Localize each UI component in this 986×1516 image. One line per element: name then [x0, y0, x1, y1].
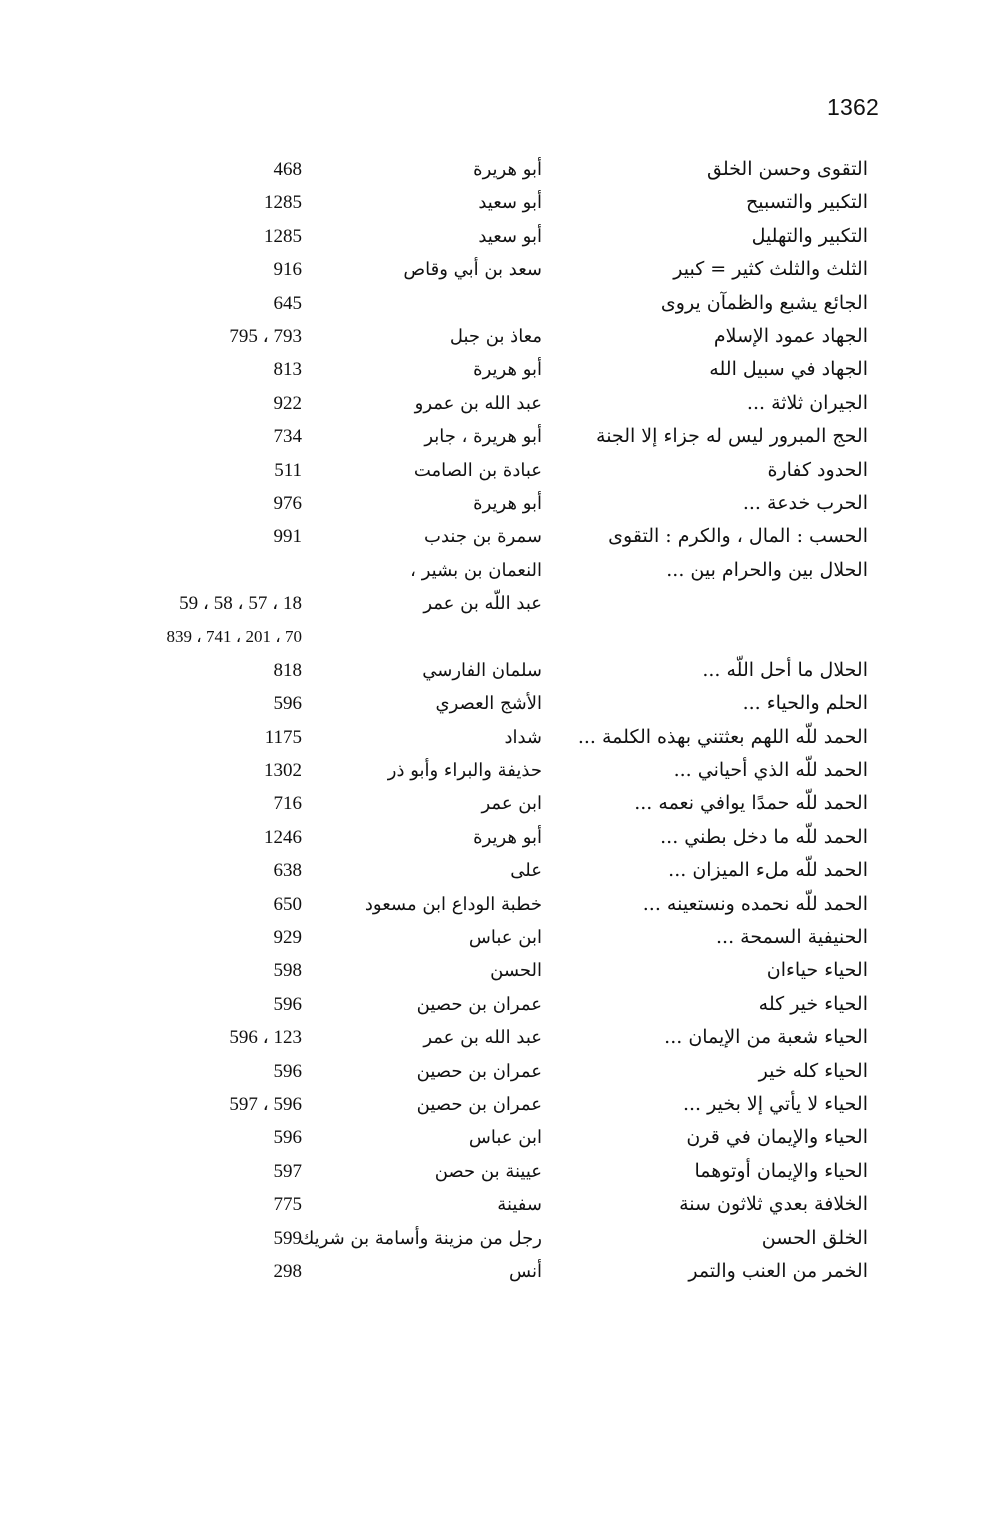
index-row — [0, 787, 986, 820]
narrator-name: عمران بن حصين — [416, 1060, 542, 1082]
index-row — [0, 620, 986, 653]
hadith-phrase: الحرب خدعة ... — [742, 491, 868, 514]
page-references: 123 ، 596 — [229, 1027, 302, 1049]
narrator-name: رجل من مزينة وأسامة بن شريك — [299, 1227, 542, 1249]
index-row — [0, 420, 986, 453]
narrator-name: أبو هريرة — [473, 826, 542, 848]
narrator-name: عمران بن حصين — [416, 993, 542, 1015]
index-row — [0, 153, 986, 186]
page-references: 596 — [273, 1060, 302, 1082]
page-references: 976 — [273, 492, 302, 514]
hadith-index-table — [0, 153, 986, 1288]
page-references: 734 — [273, 426, 302, 448]
narrator-name: أبو سعيد — [478, 192, 542, 214]
narrator-name: عيينة بن حصن — [434, 1160, 542, 1182]
narrator-name: خطبة الوداع ابن مسعود — [364, 893, 542, 915]
hadith-phrase: الحسب : المال ، والكرم : التقوى — [608, 525, 868, 548]
narrator-name: أبو هريرة — [473, 492, 542, 514]
index-row — [0, 1021, 986, 1054]
index-row — [0, 220, 986, 253]
index-row — [0, 821, 986, 854]
index-row — [0, 1222, 986, 1255]
hadith-phrase: الحج المبرور ليس له جزاء إلا الجنة — [596, 425, 868, 448]
page-references: 929 — [273, 926, 302, 948]
hadith-phrase: الحلم والحياء ... — [742, 692, 868, 715]
hadith-phrase: الحلال ما أحل اللّه ... — [702, 658, 868, 681]
narrator-name: أبو سعيد — [478, 225, 542, 247]
index-row — [0, 1055, 986, 1088]
index-row — [0, 921, 986, 954]
hadith-phrase: الحمد للّه حمدًا يوافي نعمه ... — [634, 792, 868, 815]
index-row — [0, 854, 986, 887]
hadith-phrase: التكبير والتسبيح — [746, 191, 868, 214]
index-row — [0, 387, 986, 420]
index-row — [0, 587, 986, 620]
narrator-name: النعمان بن بشير ، — [410, 559, 542, 581]
page-references: 793 ، 795 — [229, 325, 302, 347]
index-row — [0, 888, 986, 921]
hadith-phrase: الحنيفية السمحة ... — [716, 925, 868, 948]
page-references: 596 — [273, 693, 302, 715]
page-references: 468 — [273, 159, 302, 180]
index-row — [0, 721, 986, 754]
page-references: 922 — [273, 392, 302, 414]
narrator-name: ابن عباس — [468, 926, 542, 948]
index-row — [0, 186, 986, 219]
narrator-name: على — [510, 860, 542, 882]
narrator-name: الحسن — [490, 960, 542, 982]
narrator-name: ابن عمر — [481, 793, 542, 815]
narrator-name: عمران بن حصين — [416, 1093, 542, 1115]
hadith-phrase: الحياء والإيمان في قرن — [686, 1126, 868, 1149]
narrator-name: أنس — [509, 1260, 542, 1282]
index-row — [0, 287, 986, 320]
page-references: 1285 — [264, 225, 302, 247]
index-row — [0, 320, 986, 353]
page-references: 1285 — [264, 192, 302, 214]
hadith-phrase: الجهاد عمود الإسلام — [713, 324, 868, 347]
index-row — [0, 454, 986, 487]
hadith-phrase: الحمد للّه الذي أحياني ... — [673, 759, 868, 782]
index-row — [0, 1255, 986, 1288]
hadith-phrase: الجائع يشبع والظمآن يروى — [660, 291, 868, 314]
narrator-name: الأشج العصري — [435, 693, 542, 715]
page-references: 1175 — [264, 726, 302, 748]
page-references: 1302 — [264, 760, 302, 782]
hadith-phrase: الحياء خير كله — [758, 992, 868, 1015]
index-row — [0, 654, 986, 687]
index-row — [0, 554, 986, 587]
page-references: 645 — [273, 292, 302, 314]
hadith-phrase: التقوى وحسن الخلق — [707, 158, 868, 180]
page-references: 813 — [273, 359, 302, 381]
narrator-name: سعد بن أبي وقاص — [403, 259, 542, 281]
hadith-phrase: التكبير والتهليل — [751, 224, 868, 247]
hadith-phrase: الحمد للّه ملء الميزان ... — [668, 859, 868, 882]
index-row — [0, 1121, 986, 1154]
narrator-name: حذيفة والبراء وأبو ذر — [387, 760, 542, 782]
page-references: 716 — [273, 793, 302, 815]
page-references: 650 — [273, 893, 302, 915]
page-references: 597 — [273, 1160, 302, 1182]
narrator-name: عبد الله بن عمرو — [414, 392, 542, 414]
narrator-name: أبو هريرة — [473, 159, 542, 180]
index-row — [0, 1188, 986, 1221]
hadith-phrase: الجهاد في سبيل الله — [709, 358, 868, 381]
index-row — [0, 1155, 986, 1188]
narrator-name: شداد — [504, 726, 542, 748]
index-row — [0, 988, 986, 1021]
narrator-name: عبد الله بن عمر — [423, 1027, 542, 1049]
page-references: 638 — [273, 860, 302, 882]
narrator-name: عبد اللّه بن عمر — [423, 593, 542, 615]
hadith-phrase: الخلافة بعدي ثلاثون سنة — [679, 1193, 868, 1216]
page-references: 18 ، 57 ، 58 ، 59 — [179, 593, 302, 615]
index-row — [0, 754, 986, 787]
narrator-name: سلمان الفارسي — [422, 659, 542, 681]
narrator-name: ابن عباس — [468, 1127, 542, 1149]
index-row — [0, 520, 986, 553]
page-references: 598 — [273, 960, 302, 982]
index-row — [0, 687, 986, 720]
page-references: 511 — [274, 459, 302, 481]
page-references: 916 — [273, 259, 302, 281]
page-references: 775 — [273, 1194, 302, 1216]
index-row — [0, 1088, 986, 1121]
hadith-phrase: الثلث والثلث كثير = كبير — [673, 258, 868, 281]
narrator-name: عبادة بن الصامت — [413, 459, 542, 481]
page-references: 1246 — [264, 826, 302, 848]
page-number: 1362 — [827, 94, 879, 120]
page-references: 70 ، 201 ، 741 ، 839 — [166, 627, 302, 647]
hadith-phrase: الحياء لا يأتي إلا بخير ... — [682, 1092, 868, 1115]
page-references: 298 — [273, 1260, 302, 1282]
narrator-name: معاذ بن جبل — [449, 325, 542, 347]
hadith-phrase: الحمد للّه ما دخل بطني ... — [660, 825, 868, 848]
hadith-phrase: الخمر من العنب والتمر — [688, 1259, 868, 1282]
index-row — [0, 353, 986, 386]
hadith-phrase: الحياء حياءان — [766, 959, 868, 982]
hadith-phrase: الحياء والإيمان أوتوهما — [694, 1159, 868, 1182]
page-references: 596 — [273, 1127, 302, 1149]
hadith-phrase: الخلق الحسن — [761, 1226, 868, 1249]
page-references: 818 — [273, 659, 302, 681]
narrator-name: سفينة — [497, 1194, 542, 1216]
index-row — [0, 253, 986, 286]
narrator-name: أبو هريرة — [473, 359, 542, 381]
narrator-name: أبو هريرة ، جابر — [424, 426, 542, 448]
hadith-phrase: الجيران ثلاثة ... — [746, 391, 868, 414]
hadith-phrase: الحلال بين والحرام بين ... — [666, 558, 868, 581]
page-references: 596 — [273, 993, 302, 1015]
page-references: 596 ، 597 — [229, 1093, 302, 1115]
page-references: 991 — [273, 526, 302, 548]
index-row — [0, 954, 986, 987]
hadith-phrase: الحمد للّه اللهم بعثتني بهذه الكلمة ... — [577, 725, 868, 748]
hadith-phrase: الحياء كله خير — [758, 1059, 868, 1082]
hadith-phrase: الحمد للّه نحمده ونستعينه ... — [642, 892, 868, 915]
narrator-name: سمرة بن جندب — [424, 526, 542, 548]
hadith-phrase: الحياء شعبة من الإيمان ... — [664, 1026, 868, 1049]
hadith-phrase: الحدود كفارة — [767, 458, 868, 481]
page-references: 599 — [273, 1227, 302, 1249]
index-row — [0, 487, 986, 520]
